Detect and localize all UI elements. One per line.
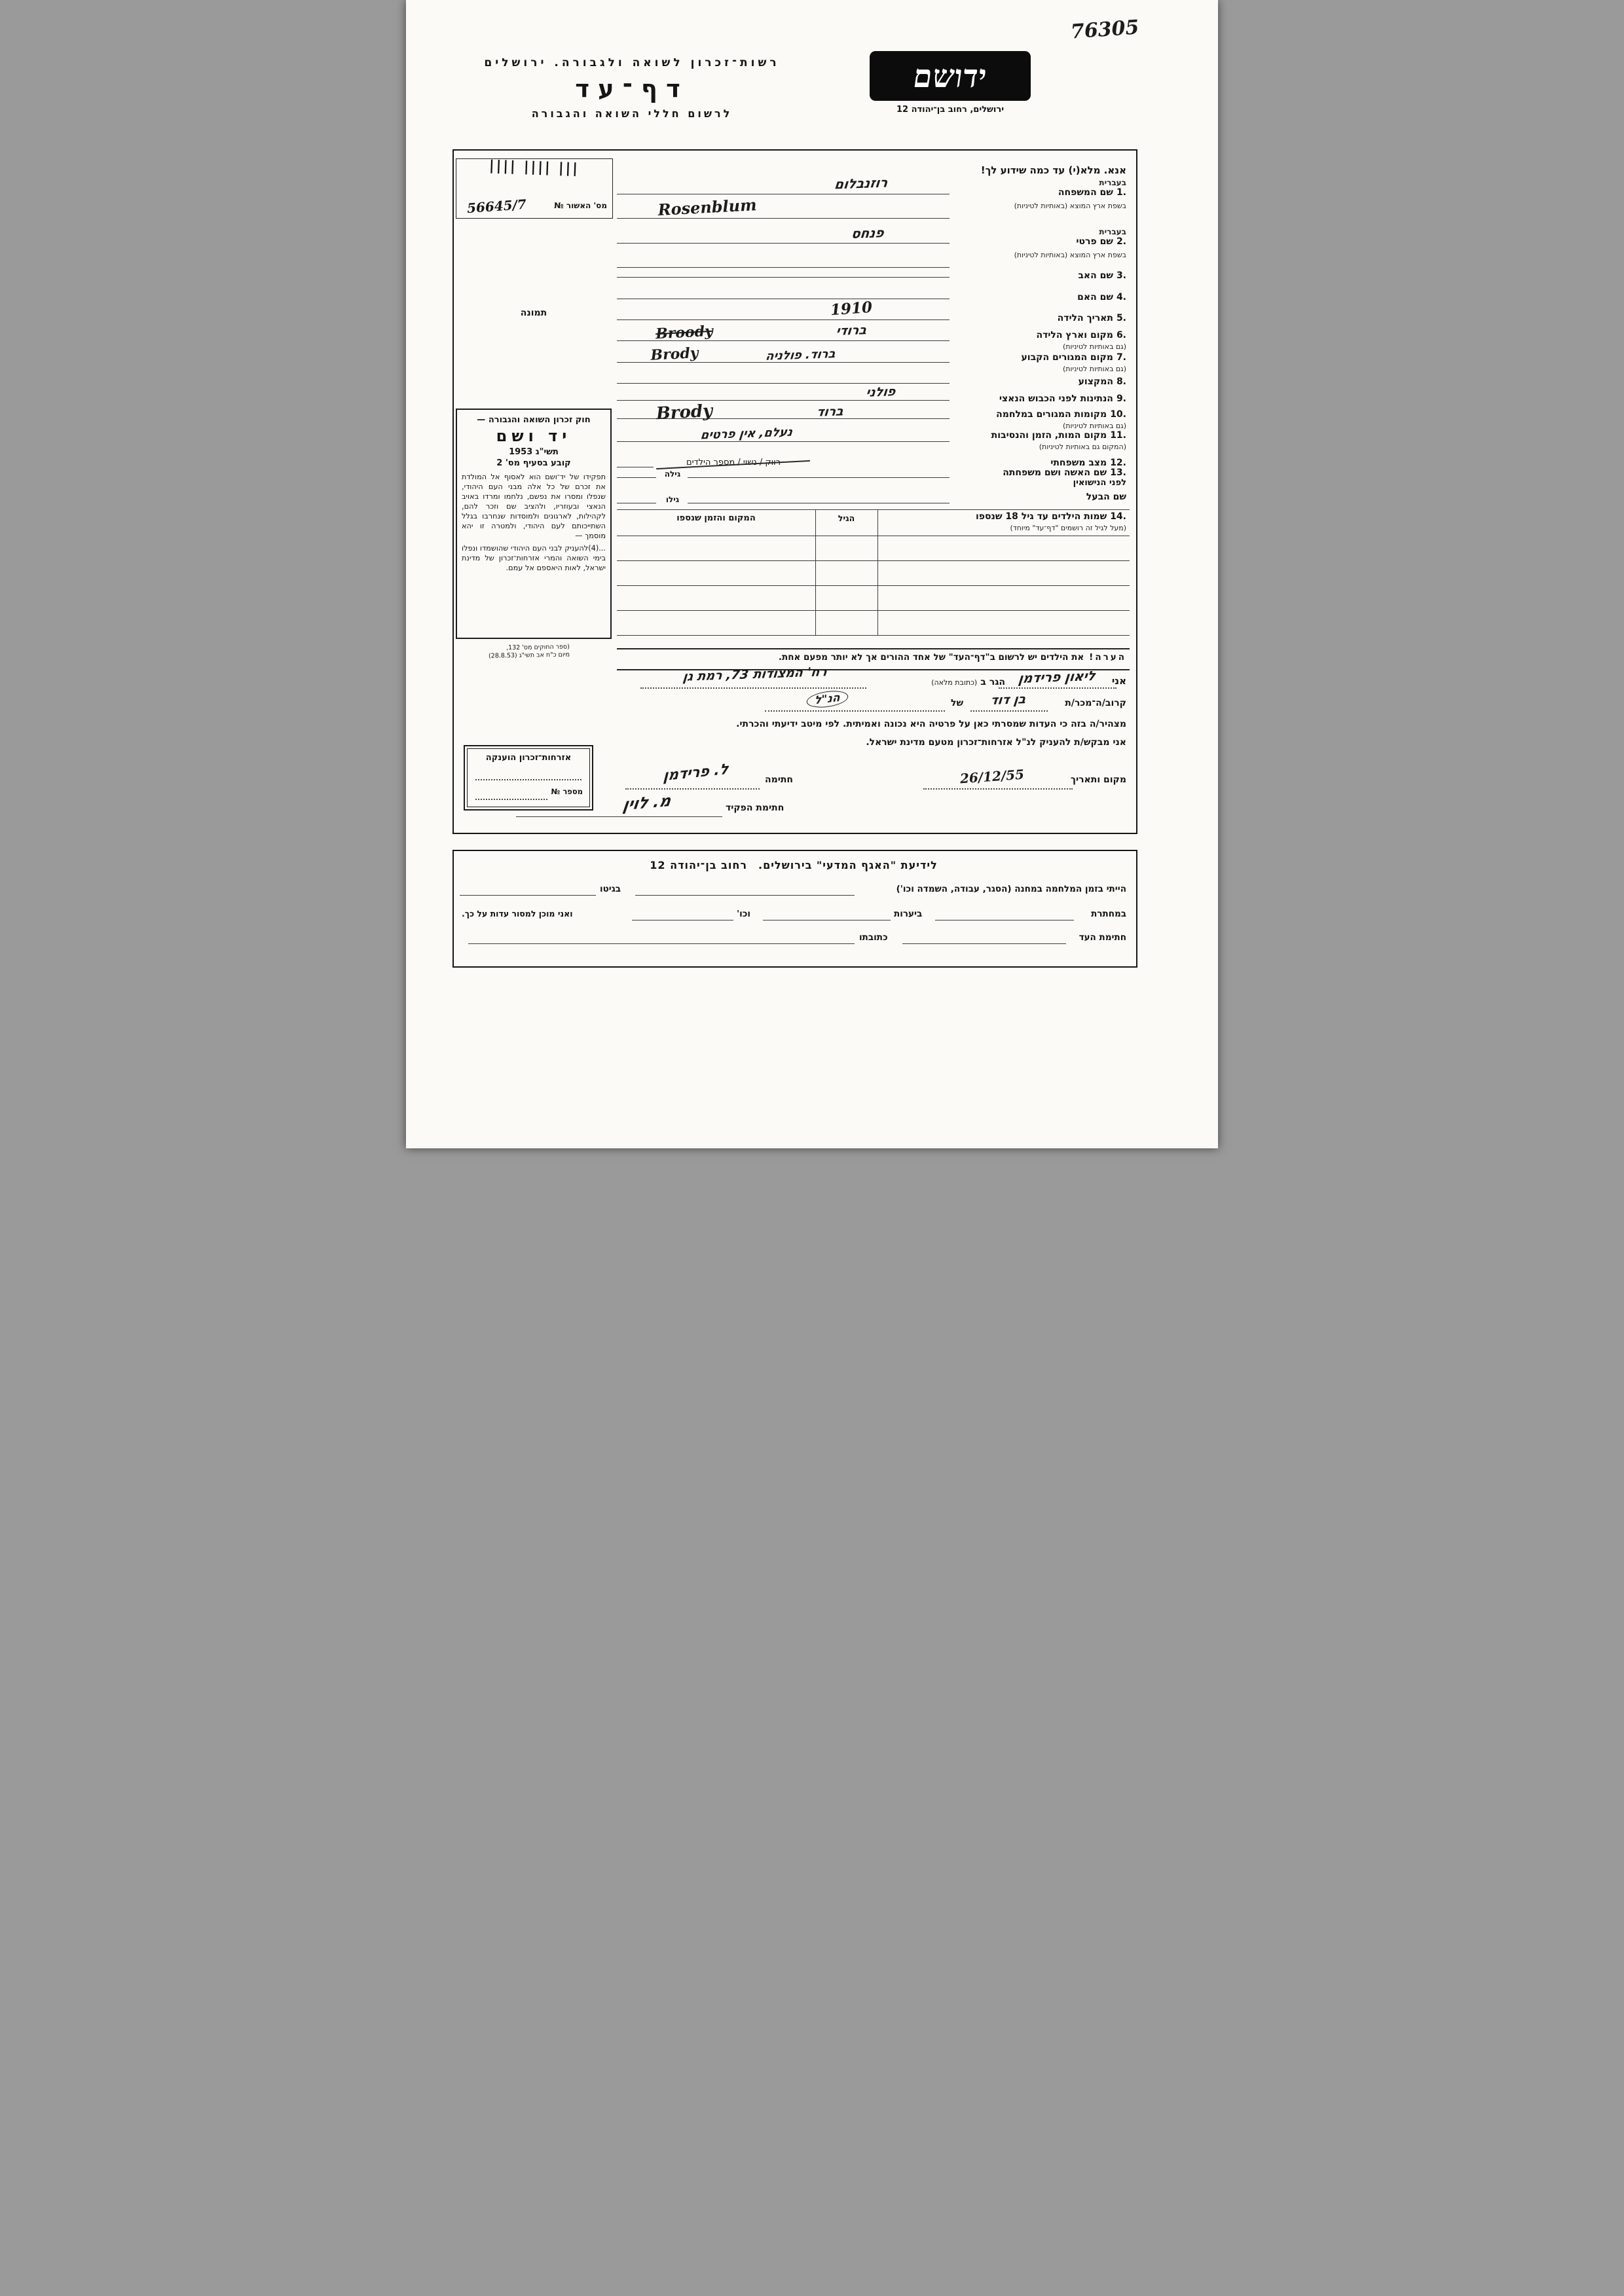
law-title-line1: חוק זכרון השואה והגבורה — <box>477 415 591 425</box>
citizenship-handwriting: פולני <box>865 384 896 400</box>
field-12-number: 12. <box>1110 458 1126 468</box>
children-table-place-header: המקום והזמן שנספו <box>676 513 756 523</box>
law-body-text: תפקידו של יד־ושם הוא לאסוף אל המולדת את זכרם של כל אלה מבני העם היהודי, שנפלו ומסרו את נפשם, נלחמו ומרדו באויב הנאצי ובעוזריו, ולהציב שם וזכר להם, לקהילות, לארגונים ולמוסדות שנחרבו בגלל השתייכותם לעם היהודי, ולמטרה זו יהא מוסמך — <box>462 473 606 541</box>
law-title-section: קובע בסעיף מס' 2 <box>496 458 571 468</box>
underground-label: במחתרת <box>1091 909 1126 919</box>
writing-line <box>617 400 950 401</box>
field-13-title: שם האשה ושם משפחתה <box>1003 467 1107 478</box>
clerk-signature-handwriting: מ. לוין <box>621 791 673 814</box>
of-handwriting-circled <box>806 691 849 708</box>
field-10-number: 10. <box>1110 409 1126 420</box>
field-1-sublabel-latin: בשפת ארץ המוצא (באותיות לטיניות) <box>1014 202 1126 210</box>
field-5-title: תאריך הלידה <box>1057 313 1113 323</box>
note-line <box>616 652 1126 663</box>
surname-hebrew-handwriting: רוזנבלום <box>833 174 889 192</box>
field-14-number: 14. <box>1110 511 1126 522</box>
wife-age-label: גילה <box>664 469 681 479</box>
writing-line <box>617 243 950 244</box>
clerk-signature-label: חתימת הפקיד <box>726 803 784 813</box>
law-footnote <box>458 644 570 661</box>
marital-status-options: רווק / נשוי / מספר הילדים <box>686 458 781 467</box>
field-4-number: 4. <box>1116 292 1126 302</box>
declarant-i-label: אני <box>1111 675 1126 687</box>
law-title-yad-vashem: יד ושם <box>496 427 572 445</box>
field-14-sublabel: (מעל לגיל זה רושמים "דף־עד" מיוחד) <box>1010 524 1126 532</box>
fill-line <box>460 895 596 896</box>
note-text: את הילדים יש לרשום ב"דף־העד" של אחד ההורים אך לא יותר מפעם אחת. <box>778 652 1084 663</box>
logo-address: ירושלים, רחוב בן־יהודה 12 <box>896 105 1005 115</box>
law-body-text-2: ...(4)להעניק לבני העם היהודי שהושמדו ונפלו בימי השואה והמרי אזרחות־זכרון של מדינת ישראל, לאות היאספם אל עמם. <box>462 544 606 573</box>
children-table-top-rule <box>617 509 1130 510</box>
field-4-label <box>935 293 1126 303</box>
field-2-title: שם פרטי <box>1076 236 1113 247</box>
approval-number-box <box>456 158 613 219</box>
field-1-number: 1. <box>1116 187 1126 198</box>
husband-name-label: שם הבעל <box>1086 492 1126 502</box>
corner-number-handwriting: 76305 <box>1069 16 1140 44</box>
memorial-law-box <box>456 409 612 639</box>
field-10-label <box>935 410 1126 420</box>
field-5-number: 5. <box>1116 313 1126 323</box>
resides-label-group <box>868 675 1005 687</box>
fill-line <box>475 799 547 800</box>
declarant-name-handwriting: ליאון פרידמן <box>1017 667 1097 687</box>
field-3-title: שם האב <box>1078 270 1113 281</box>
field-2-sublabel-hebrew: בעברית <box>1099 227 1126 236</box>
fill-line <box>923 788 1073 790</box>
fill-line <box>640 687 866 689</box>
writing-line <box>617 383 950 384</box>
place-and-date-label: מקום ותאריך <box>1070 774 1126 785</box>
children-table-divider <box>815 509 816 635</box>
children-table-bottom-rule <box>617 635 1130 636</box>
declaration-statement: מצהיר/ה בזה כי העדות שמסרתי כאן על פרטיה היא נכונה ואמיתית. לפי מיטב ידיעתי והכרתי. <box>736 719 1126 729</box>
field-9-number: 9. <box>1116 393 1126 404</box>
field-7-label <box>935 353 1126 363</box>
field-1-title: שם המשפחה <box>1058 187 1113 198</box>
field-14-label <box>935 512 1126 522</box>
fill-line <box>516 816 722 817</box>
willing-to-testify-label: ואני מוכן למסור עדות על כך. <box>462 909 573 919</box>
field-1-sublabel-hebrew: בעברית <box>1099 178 1126 187</box>
field-6-number: 6. <box>1116 330 1126 340</box>
note-top-rule <box>617 648 1130 649</box>
field-10-sublabel: (גם באותיות לטיניות) <box>1063 422 1126 430</box>
children-table-age-header: הגיל <box>838 513 855 523</box>
fill-line <box>999 687 1116 689</box>
date-handwriting: 26/12/55 <box>959 766 1025 787</box>
field-11-label <box>935 431 1126 441</box>
field-7-sublabel: (גם באותיות לטיניות) <box>1063 365 1126 373</box>
field-4-title: שם האם <box>1077 292 1113 302</box>
field-9-title: הנתינות לפני הכבוש הנאצי <box>999 393 1113 404</box>
field-9-label <box>935 394 1126 405</box>
birthplace-latin-handwriting-struck: Broody <box>655 322 714 343</box>
husband-age-label: גילו <box>665 495 680 504</box>
law-title-year: תשי"ג 1953 <box>509 447 559 457</box>
field-7-title: מקום המגורים הקבוע <box>1021 352 1113 363</box>
yad-vashem-logo-text: ידושם <box>910 57 990 95</box>
form-title: דף־עד <box>575 75 689 103</box>
field-14-title: שמות הילדים עד גיל 18 שנספו <box>976 511 1107 522</box>
declarant-address-handwriting: רח' המצודות 73, רמת גן <box>682 665 828 684</box>
field-7-number: 7. <box>1116 352 1126 363</box>
children-table-divider <box>877 509 878 635</box>
wartime-residence-hebrew-handwriting: ברוד <box>815 404 845 420</box>
fill-line <box>635 895 855 896</box>
field-8-number: 8. <box>1116 376 1126 387</box>
field-3-number: 3. <box>1116 270 1126 281</box>
field-11-title: מקום המות, הזמן והנסיבות <box>991 430 1107 441</box>
tally-marks-handwriting: |||| |||| ||| <box>489 157 580 177</box>
camp-question-label: הייתי בזמן המלחמה במחנה (הסגר, עבודה, השמדה וכו') <box>896 884 1126 894</box>
field-10-title: מקומות המגורים במלחמה <box>996 409 1107 420</box>
field-12-title: מצב משפחתי <box>1050 458 1107 468</box>
field-13-label-line2: לפני הנישואין <box>1073 478 1126 488</box>
fill-line <box>468 943 855 944</box>
field-2-number: 2. <box>1116 236 1126 247</box>
authority-name: רשות־זכרון לשואה ולגבורה. ירושלים <box>484 56 780 69</box>
circled-mark: הנ"ל <box>806 689 848 710</box>
field-2-sublabel-latin: בשפת ארץ המוצא (באותיות לטיניות) <box>1014 251 1126 259</box>
birthplace-hebrew-handwriting: ברודי <box>835 323 868 338</box>
writing-line <box>617 319 950 320</box>
writing-line <box>617 441 950 442</box>
photo-placeholder-label: תמונה <box>520 308 547 318</box>
children-table-row-line <box>617 585 1130 586</box>
death-circumstances-handwriting: נעלם, אין פרטים <box>699 425 794 443</box>
of-label: של <box>951 698 964 708</box>
children-table-row-line <box>617 560 1130 561</box>
page-of-testimony-scan <box>406 0 1218 1148</box>
field-8-title: המקצוע <box>1078 376 1113 387</box>
field-13-number: 13. <box>1110 467 1126 478</box>
witness-address-label: כתובתו <box>859 932 888 943</box>
forests-label: ביערות <box>894 909 923 919</box>
fill-line <box>902 943 1066 944</box>
law-footnote-line2: מיום כ"ח אב תשי"ג (28.8.53) <box>488 651 570 660</box>
fill-line <box>475 779 581 780</box>
birthdate-handwriting: 1910 <box>830 298 873 319</box>
writing-line <box>617 267 950 268</box>
wartime-residence-latin-handwriting: Brody <box>655 401 713 424</box>
writing-line <box>617 277 950 278</box>
writing-line <box>617 477 656 478</box>
citizenship-request-statement: אני מבקש/ת להעניק לנ"ל אזרחות־זכרון מטעם מדינת ישראל. <box>866 737 1126 748</box>
field-6-title: מקום וארץ הלידה <box>1036 330 1113 340</box>
fill-line <box>765 710 945 712</box>
field-6-sublabel: (גם באותיות לטיניות) <box>1063 342 1126 351</box>
surname-latin-handwriting: Rosenblum <box>657 195 758 219</box>
relation-label: קרוב/ה־מכר/ת <box>1065 698 1126 708</box>
field-3-label <box>935 271 1126 282</box>
field-2-label <box>935 237 1126 247</box>
etc-label: וכו' <box>737 909 751 919</box>
firstname-hebrew-handwriting: פנחס <box>850 225 885 242</box>
children-table-row-line <box>617 610 1130 611</box>
yad-vashem-logo <box>870 51 1031 101</box>
resides-label: הגר ב <box>980 677 1005 687</box>
signature-label: חתימה <box>765 774 794 785</box>
writing-line <box>688 477 950 478</box>
field-13-label <box>935 468 1126 479</box>
field-1-label <box>935 188 1126 198</box>
field-11-number: 11. <box>1110 430 1126 441</box>
resides-sublabel: (כתובת מלאה) <box>931 678 978 687</box>
relation-handwriting: בן דוד <box>989 692 1027 708</box>
note-head: הערה! <box>1089 652 1126 663</box>
field-8-label <box>935 377 1126 388</box>
field-6-label <box>935 331 1126 341</box>
memorial-citizenship-title: אזרחות־זכרון הוענקה <box>485 753 572 763</box>
witness-signature-handwriting: ל. פרידמן <box>662 761 729 785</box>
residence-hebrew-handwriting: ברוד. פולניה <box>765 347 836 363</box>
scientific-branch-title: לידיעת "האגף המדעי" בירושלים. רחוב בן־יהודה 12 <box>650 859 938 871</box>
witness-signature-bottom-label: חתימת העד <box>1079 932 1126 943</box>
approval-number-label: מס' האשור № <box>554 201 607 210</box>
memorial-citizenship-number-label: מספר № <box>551 787 583 796</box>
field-5-label <box>935 314 1126 324</box>
law-footnote-line1: (ספר החוקים מס' 132, <box>506 643 570 652</box>
fill-instruction: אנא. מלא(י) עד כמה שידוע לך! <box>980 164 1126 176</box>
form-subtitle: לרשום חללי השואה והגבורה <box>531 107 733 120</box>
fill-line <box>970 710 1048 712</box>
ghetto-label: בגיטו <box>600 884 621 894</box>
approval-number-handwriting: 56645/7 <box>466 196 527 217</box>
residence-latin-handwriting: Brody <box>650 344 699 364</box>
field-11-sublabel: (המקום גם באותיות לטיניות) <box>1039 443 1126 451</box>
memorial-citizenship-box <box>464 745 593 811</box>
